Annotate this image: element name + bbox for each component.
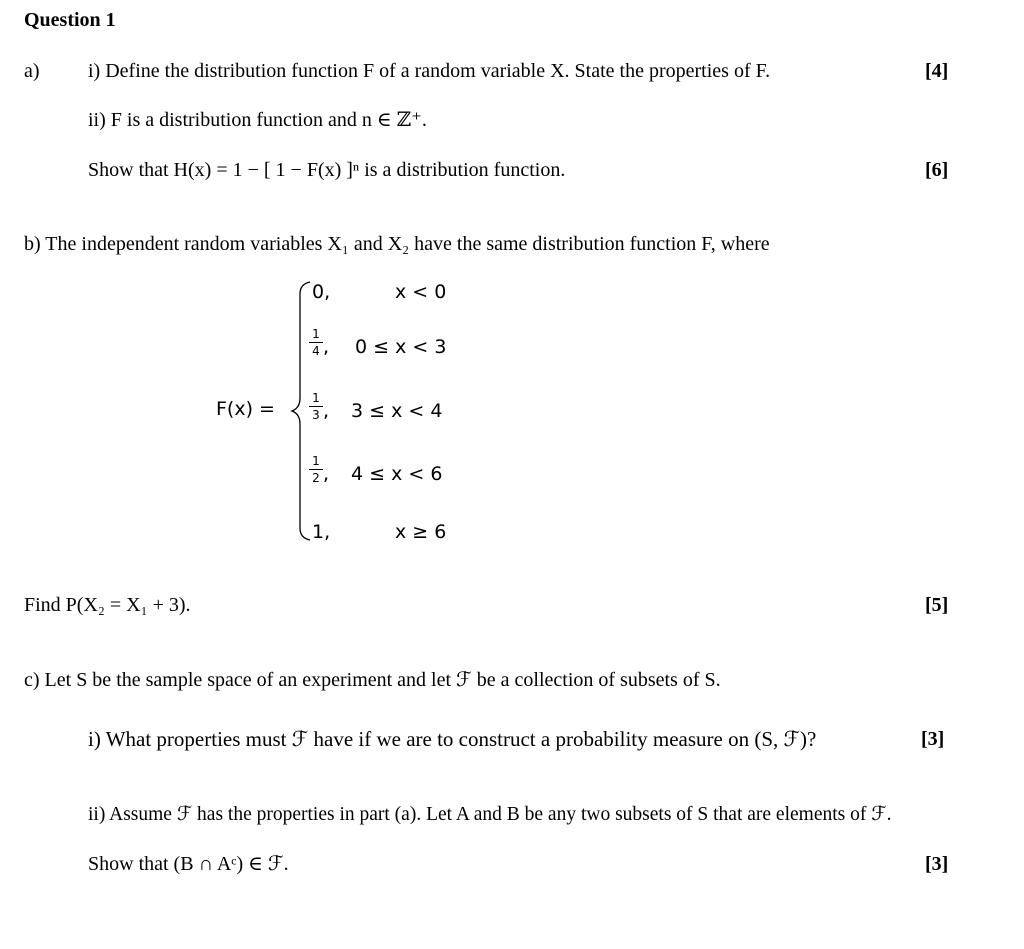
- case-condition: 3 ≤ x < 4: [351, 400, 443, 422]
- part-c-ii-marks: [3]: [925, 853, 949, 875]
- case-condition: x < 0: [395, 281, 447, 303]
- part-c-intro: c) Let S be the sample space of an experiment and let ℱ be a collection of subsets of S.: [24, 669, 721, 691]
- case-condition: 0 ≤ x < 3: [355, 336, 447, 358]
- part-a-i-marks: [4]: [925, 60, 949, 82]
- part-c-ii-text: ii) Assume ℱ has the properties in part (a). Let A and B be any two subsets of S that are elements of ℱ.: [88, 804, 892, 825]
- case-value: 0,: [312, 281, 331, 303]
- case-fraction: 1 3: [309, 392, 323, 421]
- part-a-ii-marks: [6]: [925, 159, 949, 181]
- fx-label: F(x) =: [216, 398, 275, 420]
- part-b-intro: b) The independent random variables X₁ and X₂ have the same distribution function F, where: [24, 233, 770, 255]
- part-a-label: a): [24, 60, 40, 82]
- part-c-i-text: i) What properties must ℱ have if we are to construct a probability measure on (S, ℱ)?: [88, 727, 817, 751]
- part-c-i-marks: [3]: [921, 728, 945, 750]
- case-value: ,: [323, 336, 330, 358]
- part-b-find: Find P(X₂ = X₁ + 3).: [24, 594, 191, 616]
- case-value: 1,: [312, 521, 331, 543]
- part-a-i-text: i) Define the distribution function F of a random variable X. State the properties of F.: [88, 60, 771, 82]
- case-value: ,: [323, 400, 330, 422]
- part-b-marks: [5]: [925, 594, 949, 616]
- case-fraction: 1 2: [309, 455, 323, 484]
- case-condition: 4 ≤ x < 6: [351, 463, 443, 485]
- part-a-ii-show: Show that H(x) = 1 − [ 1 − F(x) ]ⁿ is a distribution function.: [88, 159, 566, 181]
- part-c-ii-show: Show that (B ∩ Aᶜ) ∈ ℱ.: [88, 853, 289, 875]
- case-value: ,: [323, 463, 330, 485]
- part-a-ii-text: ii) F is a distribution function and n ∈ ℤ⁺.: [88, 109, 427, 131]
- case-condition: x ≥ 6: [395, 521, 447, 543]
- case-fraction: 1 4: [309, 328, 323, 357]
- question-title: Question 1: [24, 9, 116, 31]
